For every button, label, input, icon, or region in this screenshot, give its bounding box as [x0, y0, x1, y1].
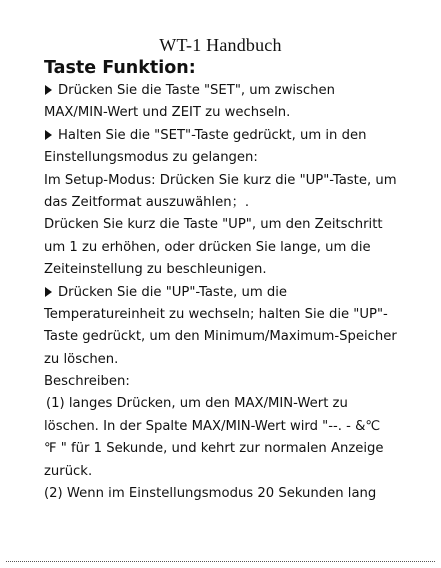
list-item	[44, 125, 441, 147]
text-line: zurück.	[44, 463, 93, 479]
text-line: Drücken Sie die "UP"-Taste, um die	[58, 284, 288, 300]
text-line: Einstellungsmodus zu gelangen:	[44, 150, 258, 166]
text-line: (1) langes Drücken, um den MAX/MIN-Wert zu	[46, 396, 348, 412]
text-line: Taste gedrückt, um den Minimum/Maximum-Speicher	[44, 329, 397, 345]
text-line: MAX/MIN-Wert und ZEIT zu wechseln.	[44, 105, 291, 121]
page-bottom-divider	[6, 561, 435, 562]
text-line: das Zeitformat auszuwählen；.	[44, 194, 250, 210]
text-line: Im Setup-Modus: Drücken Sie kurz die "UP"-Taste, um	[44, 172, 397, 188]
text-line: um 1 zu erhöhen, oder drücken Sie lange, um die	[44, 239, 371, 255]
text-line: ℉ " für 1 Sekunde, und kehrt zur normalen Anzeige	[44, 441, 384, 457]
text-line: Halten Sie die "SET"-Taste gedrückt, um in den	[58, 127, 367, 143]
list-item	[44, 282, 441, 304]
text-line: Drücken Sie die Taste "SET", um zwischen	[58, 83, 335, 98]
right-triangle-icon	[45, 130, 52, 140]
subheading-line: Beschreiben:	[44, 374, 130, 390]
section-heading: Taste Funktion:	[44, 58, 196, 78]
right-triangle-icon	[45, 287, 52, 297]
text-line: Temperatureinheit zu wechseln; halten Sie die "UP"-	[44, 306, 388, 322]
text-line: Zeiteinstellung zu beschleunigen.	[44, 262, 267, 278]
text-line: Drücken Sie kurz die Taste "UP", um den Zeitschritt	[44, 217, 383, 233]
text-line: löschen. In der Spalte MAX/MIN-Wert wird "--. - &℃	[44, 418, 381, 434]
text-line: (2) Wenn im Einstellungsmodus 20 Sekunden lang	[44, 486, 377, 502]
body-text	[44, 80, 441, 505]
text-line: zu löschen.	[44, 351, 119, 367]
right-triangle-icon	[45, 85, 52, 95]
list-item	[44, 80, 441, 102]
page-title: WT-1 Handbuch	[159, 35, 282, 55]
